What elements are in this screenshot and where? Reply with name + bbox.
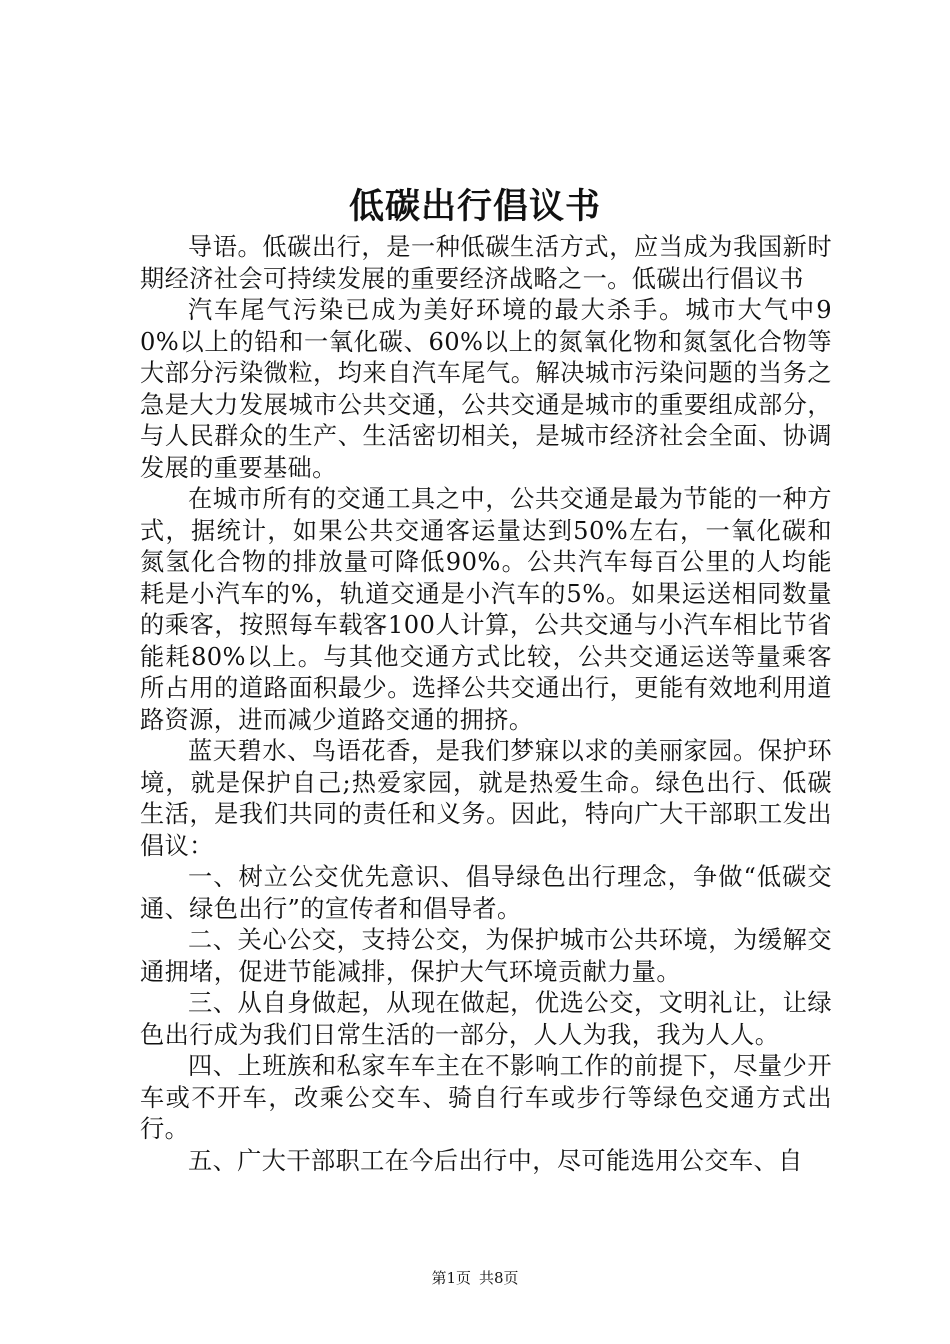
paragraph-intro: 导语。低碳出行，是一种低碳生活方式，应当成为我国新时期经济社会可持续发展的重要经济战略之一。低碳出行倡议书 [140, 233, 832, 293]
page-footer [0, 1268, 950, 1288]
document-body [140, 232, 832, 1177]
page-number: 第1页 [431, 1269, 471, 1287]
proposal-item-2: 二、关心公交，支持公交，为保护城市公共环境，为缓解交通拥堵，促进节能减排，保护大气环境贡献力量。 [140, 926, 832, 986]
paragraph-public-transport: 在城市所有的交通工具之中，公共交通是最为节能的一种方式，据统计，如果公共交通客运量达到50%左右，一氧化碳和氮氢化合物的排放量可降低90%。公共汽车每百公里的人均能耗是小汽车的%，轨道交通是小汽车的5%。如果运送相同数量的乘客，按照每车载客100人计算，公共交通与小汽车相比节省能耗80%以上。与其他交通方式比较，公共交通运送等量乘客所占用的道路面积最少。选择公共交通出行，更能有效地利用道路资源，进而减少道路交通的拥挤。 [140, 485, 832, 734]
paragraph-pollution: 汽车尾气污染已成为美好环境的最大杀手。城市大气中90%以上的铅和一氧化碳、60%以上的氮氧化物和氮氢化合物等大部分污染微粒，均来自汽车尾气。解决城市污染问题的当务之急是大力发展城市公共交通，公共交通是城市的重要组成部分，与人民群众的生产、生活密切相关，是城市经济社会全面、协调发展的重要基础。 [140, 296, 832, 482]
proposal-item-3: 三、从自身做起，从现在做起，优选公交，文明礼让，让绿色出行成为我们日常生活的一部分，人人为我，我为人人。 [140, 989, 832, 1049]
proposal-item-5: 五、广大干部职工在今后出行中，尽可能选用公交车、自 [188, 1146, 803, 1175]
paragraph-appeal: 蓝天碧水、鸟语花香，是我们梦寐以求的美丽家园。保护环境，就是保护自己;热爱家园，就是热爱生命。绿色出行、低碳生活，是我们共同的责任和义务。因此，特向广大干部职工发出倡议： [140, 737, 832, 860]
proposal-item-1: 一、树立公交优先意识、倡导绿色出行理念，争做“低碳交通、绿色出行”的宣传者和倡导者。 [140, 863, 832, 923]
document-title: 低碳出行倡议书 [348, 186, 601, 227]
page-total: 共8页 [479, 1269, 519, 1287]
proposal-item-4: 四、上班族和私家车车主在不影响工作的前提下，尽量少开车或不开车，改乘公交车、骑自行车或步行等绿色交通方式出行。 [140, 1052, 832, 1143]
